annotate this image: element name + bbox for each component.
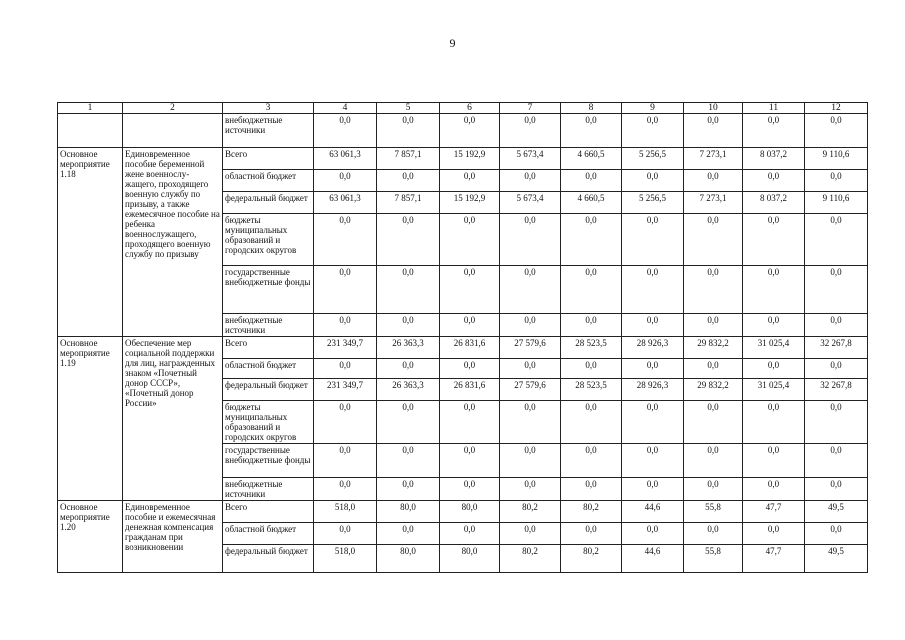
column-header: 2 [123,103,223,114]
value-cell: 0,0 [622,114,684,148]
value-cell: 0,0 [314,170,377,192]
value-cell: 26 831,6 [440,379,500,401]
column-header: 12 [805,103,868,114]
value-cell: 0,0 [314,523,377,545]
value-cell: 0,0 [377,401,440,444]
value-cell: 0,0 [440,523,500,545]
activity-label: Основное мероприятие 1.19 [58,337,123,501]
value-cell: 0,0 [743,266,805,314]
value-cell: 0,0 [500,314,561,337]
value-cell: 0,0 [314,401,377,444]
value-cell: 0,0 [440,478,500,501]
value-cell: 27 579,6 [500,337,561,359]
value-cell: 80,0 [377,501,440,523]
value-cell: 0,0 [684,114,743,148]
value-cell: 0,0 [743,401,805,444]
value-cell: 0,0 [377,170,440,192]
value-cell: 0,0 [500,214,561,266]
value-cell: 0,0 [743,170,805,192]
value-cell: 29 832,2 [684,379,743,401]
value-cell: 0,0 [314,266,377,314]
value-cell: 0,0 [743,478,805,501]
value-cell: 0,0 [805,444,868,478]
value-cell: 0,0 [684,478,743,501]
value-cell: 0,0 [561,401,622,444]
value-cell: 9 110,6 [805,192,868,214]
value-cell: 80,2 [500,545,561,573]
value-cell: 47,7 [743,501,805,523]
value-cell: 55,8 [684,501,743,523]
value-cell: 0,0 [561,314,622,337]
value-cell: 0,0 [561,114,622,148]
value-cell: 0,0 [684,214,743,266]
value-cell: 31 025,4 [743,337,805,359]
funding-source: федеральный бюджет [223,192,314,214]
value-cell: 5 673,4 [500,192,561,214]
column-header: 4 [314,103,377,114]
value-cell: 0,0 [500,359,561,379]
value-cell: 0,0 [684,523,743,545]
value-cell: 0,0 [377,359,440,379]
value-cell: 0,0 [561,478,622,501]
value-cell: 0,0 [377,114,440,148]
value-cell: 0,0 [743,214,805,266]
value-cell: 55,8 [684,545,743,573]
funding-source: государственные внебюджетные фонды [223,266,314,314]
value-cell: 0,0 [561,266,622,314]
value-cell: 5 256,5 [622,192,684,214]
value-cell: 0,0 [500,170,561,192]
value-cell: 0,0 [314,359,377,379]
value-cell: 49,5 [805,501,868,523]
value-cell: 0,0 [377,523,440,545]
value-cell: 0,0 [743,359,805,379]
activity-label: Основное мероприятие 1.20 [58,501,123,573]
value-cell: 80,2 [561,501,622,523]
value-cell: 4 660,5 [561,192,622,214]
activity-name: Единовременное пособие и ежемесячная денежная компенсация гражданам при возникновении [123,501,223,573]
value-cell: 29 832,2 [684,337,743,359]
value-cell: 0,0 [684,359,743,379]
funding-source: государственные внебюджетные фонды [223,444,314,478]
value-cell: 0,0 [314,114,377,148]
value-cell: 0,0 [622,214,684,266]
value-cell: 231 349,7 [314,379,377,401]
value-cell: 7 273,1 [684,148,743,170]
funding-source: федеральный бюджет [223,379,314,401]
value-cell: 0,0 [805,314,868,337]
value-cell: 0,0 [500,478,561,501]
value-cell: 0,0 [440,314,500,337]
value-cell: 8 037,2 [743,192,805,214]
column-header: 11 [743,103,805,114]
value-cell: 0,0 [377,478,440,501]
value-cell: 15 192,9 [440,148,500,170]
value-cell: 0,0 [500,401,561,444]
value-cell: 28 523,5 [561,337,622,359]
funding-source: областной бюджет [223,523,314,545]
funding-source: внебюджетные источники [223,114,314,148]
value-cell: 0,0 [561,170,622,192]
value-cell: 0,0 [622,314,684,337]
value-cell: 80,0 [440,545,500,573]
value-cell: 518,0 [314,545,377,573]
value-cell: 0,0 [805,266,868,314]
table-row [58,337,868,359]
value-cell: 7 857,1 [377,192,440,214]
column-header: 3 [223,103,314,114]
funding-source: бюджеты муниципальных образований и городских округов [223,401,314,444]
funding-source: областной бюджет [223,170,314,192]
funding-source: бюджеты муниципальных образований и городских округов [223,214,314,266]
value-cell: 31 025,4 [743,379,805,401]
activity-label: Основное мероприятие 1.18 [58,148,123,337]
value-cell: 44,6 [622,501,684,523]
funding-source: федеральный бюджет [223,545,314,573]
value-cell: 44,6 [622,545,684,573]
value-cell: 0,0 [622,478,684,501]
value-cell: 0,0 [377,314,440,337]
table-row [58,501,868,523]
value-cell: 0,0 [743,314,805,337]
value-cell: 5 256,5 [622,148,684,170]
funding-source: Всего [223,148,314,170]
value-cell: 0,0 [377,214,440,266]
value-cell: 63 061,3 [314,192,377,214]
value-cell: 0,0 [561,359,622,379]
value-cell: 0,0 [805,523,868,545]
value-cell: 0,0 [500,444,561,478]
column-header: 10 [684,103,743,114]
value-cell: 0,0 [622,444,684,478]
value-cell: 28 926,3 [622,379,684,401]
value-cell: 47,7 [743,545,805,573]
value-cell: 0,0 [314,478,377,501]
funding-source: областной бюджет [223,359,314,379]
value-cell: 0,0 [314,444,377,478]
column-header: 7 [500,103,561,114]
value-cell: 0,0 [377,444,440,478]
header-row [58,103,868,114]
value-cell: 0,0 [561,523,622,545]
value-cell: 0,0 [805,359,868,379]
value-cell: 4 660,5 [561,148,622,170]
value-cell: 28 523,5 [561,379,622,401]
value-cell: 0,0 [684,170,743,192]
column-header: 8 [561,103,622,114]
value-cell: 7 857,1 [377,148,440,170]
column-header: 9 [622,103,684,114]
value-cell: 8 037,2 [743,148,805,170]
value-cell: 0,0 [805,478,868,501]
funding-source: внебюджетные источники [223,314,314,337]
value-cell: 0,0 [500,523,561,545]
value-cell: 0,0 [622,266,684,314]
value-cell: 49,5 [805,545,868,573]
value-cell: 0,0 [440,359,500,379]
value-cell: 0,0 [743,114,805,148]
value-cell: 0,0 [440,114,500,148]
value-cell: 0,0 [440,444,500,478]
value-cell: 231 349,7 [314,337,377,359]
value-cell: 80,2 [561,545,622,573]
value-cell: 0,0 [561,444,622,478]
value-cell: 0,0 [500,266,561,314]
funding-source: Всего [223,501,314,523]
table-row [58,148,868,170]
value-cell: 0,0 [561,214,622,266]
value-cell: 0,0 [684,314,743,337]
activity-name: Обеспечение мер социальной поддержки для лиц, награжденных знаком «Почетный донор СССР», «Почетный донор России» [123,337,223,501]
activity-name: Единовременное пособие беременной жене военнослу-жащего, проходящего военную службу по призыву, а также ежемесячное пособие на ребенка военнослужащего, проходящего военную службу по призыву [123,148,223,337]
table-row [58,114,868,148]
value-cell: 32 267,8 [805,379,868,401]
value-cell: 0,0 [805,114,868,148]
page-number: 9 [449,36,456,50]
column-header: 5 [377,103,440,114]
value-cell: 0,0 [684,444,743,478]
value-cell: 80,0 [440,501,500,523]
value-cell: 80,2 [500,501,561,523]
column-header: 6 [440,103,500,114]
activity-cell [58,114,123,148]
value-cell: 0,0 [377,266,440,314]
value-cell: 80,0 [377,545,440,573]
value-cell: 26 363,3 [377,379,440,401]
value-cell: 26 831,6 [440,337,500,359]
value-cell: 0,0 [440,214,500,266]
value-cell: 9 110,6 [805,148,868,170]
value-cell: 0,0 [622,401,684,444]
value-cell: 0,0 [440,170,500,192]
value-cell: 26 363,3 [377,337,440,359]
value-cell: 0,0 [622,523,684,545]
value-cell: 0,0 [684,266,743,314]
value-cell: 5 673,4 [500,148,561,170]
value-cell: 0,0 [805,401,868,444]
value-cell: 0,0 [314,314,377,337]
value-cell: 15 192,9 [440,192,500,214]
column-header: 1 [58,103,123,114]
value-cell: 27 579,6 [500,379,561,401]
value-cell: 63 061,3 [314,148,377,170]
value-cell: 0,0 [314,214,377,266]
value-cell: 518,0 [314,501,377,523]
activity-name-cell [123,114,223,148]
value-cell: 0,0 [500,114,561,148]
value-cell: 0,0 [743,444,805,478]
value-cell: 28 926,3 [622,337,684,359]
value-cell: 32 267,8 [805,337,868,359]
value-cell: 0,0 [622,170,684,192]
budget-table [57,102,868,573]
value-cell: 0,0 [440,266,500,314]
value-cell: 0,0 [622,359,684,379]
value-cell: 0,0 [684,401,743,444]
funding-source: внебюджетные источники [223,478,314,501]
value-cell: 0,0 [440,401,500,444]
funding-source: Всего [223,337,314,359]
value-cell: 0,0 [805,214,868,266]
value-cell: 0,0 [743,523,805,545]
value-cell: 7 273,1 [684,192,743,214]
value-cell: 0,0 [805,170,868,192]
